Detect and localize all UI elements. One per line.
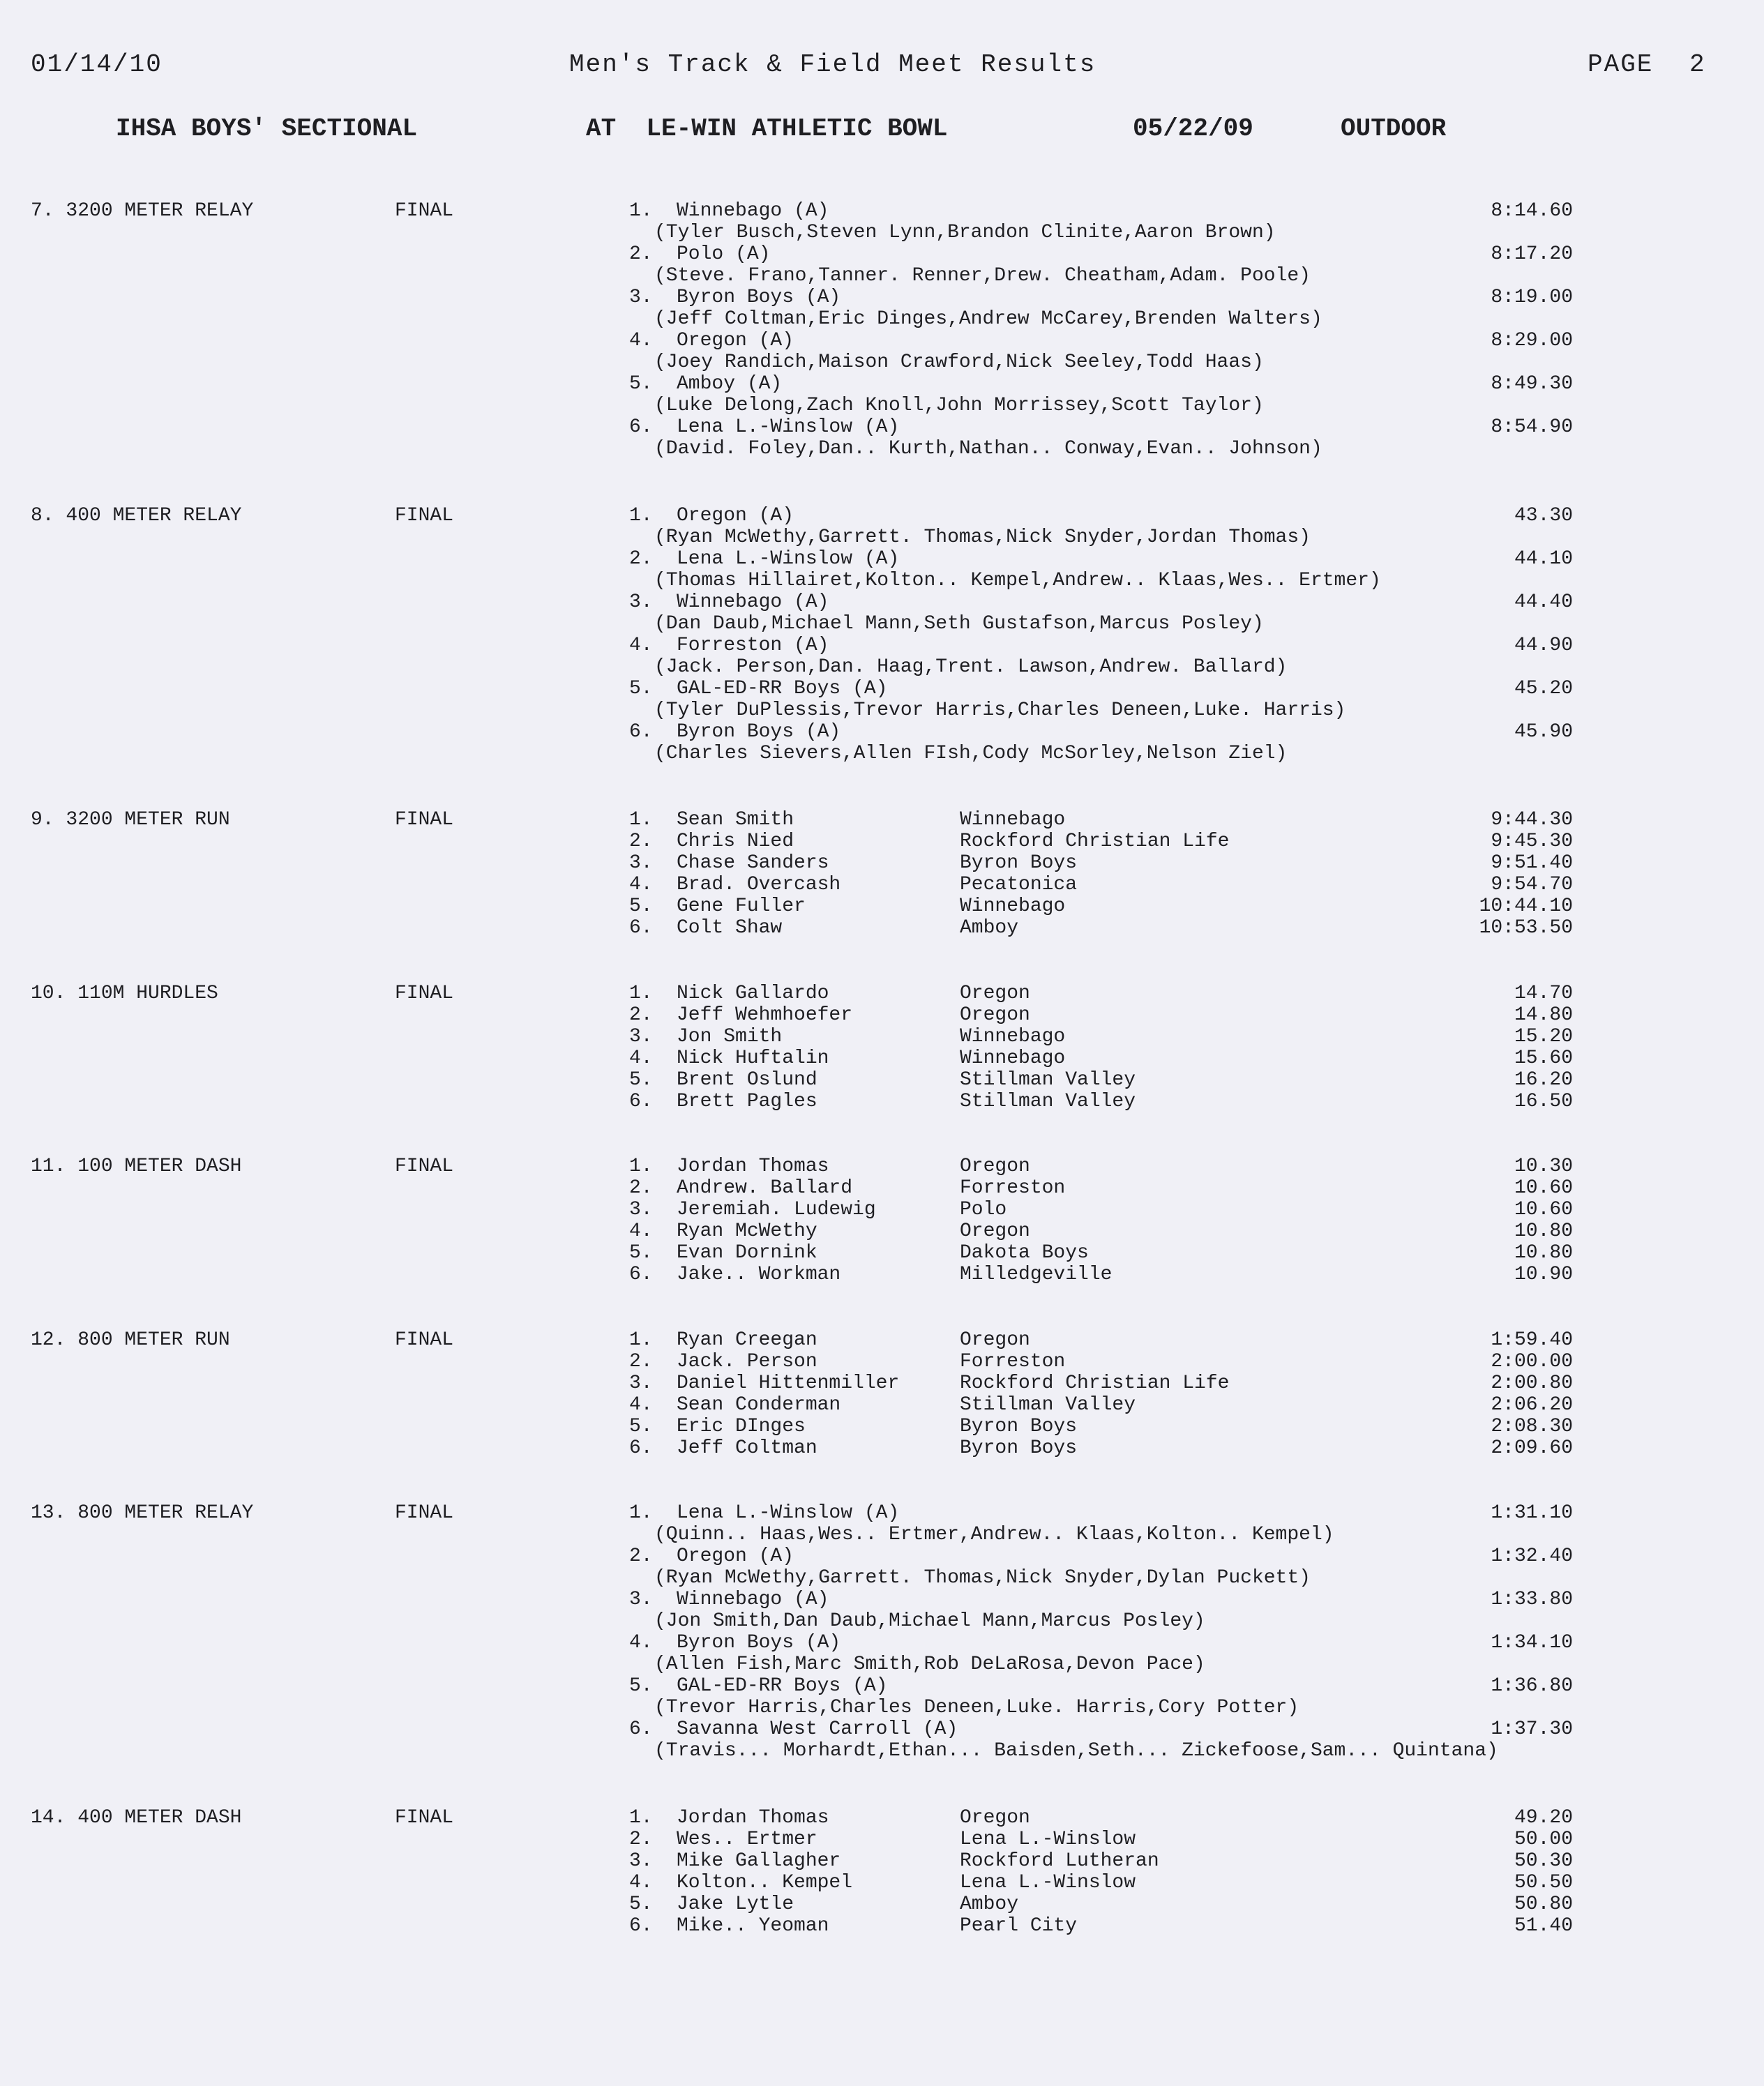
athlete-name: Jack. Person — [677, 1351, 817, 1373]
result-row — [0, 1264, 1764, 1285]
relay-team: GAL-ED-RR Boys (A) — [677, 678, 888, 700]
result-row — [0, 721, 1764, 743]
relay-members-row — [0, 1524, 1764, 1545]
relay-members-row — [0, 656, 1764, 678]
result-row — [0, 1069, 1764, 1091]
result-place: 2. — [629, 1177, 653, 1199]
result-row — [0, 1589, 1764, 1610]
athlete-school: Pecatonica — [960, 874, 1078, 895]
result-place: 6. — [629, 1718, 653, 1740]
relay-team: Lena L.-Winslow (A) — [677, 416, 900, 438]
result-mark: 1:37.30 — [1491, 1718, 1573, 1740]
relay-team: Forreston (A) — [677, 635, 829, 656]
result-place: 3. — [629, 1850, 653, 1872]
athlete-school: Oregon — [960, 983, 1030, 1004]
athlete-school: Byron Boys — [960, 1437, 1078, 1459]
result-place: 1. — [629, 983, 653, 1004]
relay-team: Polo (A) — [677, 243, 771, 265]
result-row — [0, 1718, 1764, 1740]
result-place: 5. — [629, 1242, 653, 1264]
athlete-name: Jeff Coltman — [677, 1437, 817, 1459]
athlete-school: Oregon — [960, 1156, 1030, 1177]
relay-members: (Tyler Busch,Steven Lynn,Brandon Clinite,Aaron Brown) — [654, 222, 1276, 243]
athlete-school: Amboy — [960, 1894, 1019, 1915]
event-round: FINAL — [395, 809, 454, 831]
result-place: 5. — [629, 678, 653, 700]
result-row — [0, 1915, 1764, 1937]
result-place: 1. — [629, 1807, 653, 1829]
result-place: 3. — [629, 591, 653, 613]
event-round: FINAL — [395, 1329, 454, 1351]
event-round: FINAL — [395, 1807, 454, 1829]
result-mark: 44.10 — [1514, 548, 1573, 570]
result-mark: 8:54.90 — [1491, 416, 1573, 438]
relay-members-row — [0, 700, 1764, 721]
athlete-name: Mike Gallagher — [677, 1850, 841, 1872]
athlete-name: Jake Lytle — [677, 1894, 794, 1915]
relay-members: (Charles Sievers,Allen FIsh,Cody McSorley,Nelson Ziel) — [654, 743, 1288, 764]
page-title: Men's Track & Field Meet Results — [569, 50, 1096, 79]
result-place: 1. — [629, 1329, 653, 1351]
athlete-school: Rockford Christian Life — [960, 831, 1230, 852]
result-row — [0, 1437, 1764, 1459]
meet-date: 05/22/09 — [1133, 114, 1253, 143]
relay-team: Oregon (A) — [677, 330, 794, 352]
result-place: 4. — [629, 635, 653, 656]
result-mark: 9:54.70 — [1491, 874, 1573, 895]
relay-members-row — [0, 1654, 1764, 1675]
relay-members: (Ryan McWethy,Garrett. Thomas,Nick Snyder,Jordan Thomas) — [654, 527, 1311, 548]
result-place: 4. — [629, 1632, 653, 1654]
relay-members: (Thomas Hillairet,Kolton.. Kempel,Andrew.. Klaas,Wes.. Ertmer) — [654, 570, 1381, 591]
result-mark: 10:53.50 — [1479, 917, 1573, 939]
athlete-school: Polo — [960, 1199, 1007, 1220]
result-row — [0, 1351, 1764, 1373]
relay-members-row — [0, 1740, 1764, 1762]
result-place: 2. — [629, 548, 653, 570]
result-mark: 2:08.30 — [1491, 1416, 1573, 1437]
result-mark: 15.20 — [1514, 1026, 1573, 1048]
result-place: 6. — [629, 917, 653, 939]
result-place: 2. — [629, 1351, 653, 1373]
relay-members: (Luke Delong,Zach Knoll,John Morrissey,Scott Taylor) — [654, 395, 1264, 416]
athlete-name: Evan Dornink — [677, 1242, 817, 1264]
result-row — [0, 895, 1764, 917]
event-name: 14. 400 METER DASH — [31, 1807, 242, 1829]
result-place: 6. — [629, 721, 653, 743]
result-mark: 8:19.00 — [1491, 287, 1573, 308]
athlete-name: Jeremiah. Ludewig — [677, 1199, 876, 1220]
relay-members-row — [0, 438, 1764, 460]
result-place: 4. — [629, 330, 653, 352]
relay-members: (Dan Daub,Michael Mann,Seth Gustafson,Marcus Posley) — [654, 613, 1264, 635]
result-row — [0, 1177, 1764, 1199]
result-row — [0, 1242, 1764, 1264]
relay-members: (Trevor Harris,Charles Deneen,Luke. Harris,Cory Potter) — [654, 1697, 1299, 1718]
result-mark: 50.80 — [1514, 1894, 1573, 1915]
result-mark: 14.80 — [1514, 1004, 1573, 1026]
result-place: 4. — [629, 1394, 653, 1416]
result-place: 3. — [629, 852, 653, 874]
result-row — [0, 1829, 1764, 1850]
athlete-name: Chase Sanders — [677, 852, 829, 874]
relay-members-row — [0, 265, 1764, 287]
result-mark: 50.00 — [1514, 1829, 1573, 1850]
relay-members: (Travis... Morhardt,Ethan... Baisden,Seth... Zickefoose,Sam... Quintana) — [654, 1740, 1498, 1762]
result-place: 5. — [629, 1069, 653, 1091]
athlete-name: Wes.. Ertmer — [677, 1829, 817, 1850]
result-mark: 10.60 — [1514, 1199, 1573, 1220]
relay-members: (Quinn.. Haas,Wes.. Ertmer,Andrew.. Klaas,Kolton.. Kempel) — [654, 1524, 1334, 1545]
relay-members-row — [0, 613, 1764, 635]
relay-members-row — [0, 570, 1764, 591]
athlete-school: Oregon — [960, 1220, 1030, 1242]
result-row — [0, 1416, 1764, 1437]
athlete-school: Amboy — [960, 917, 1019, 939]
result-place: 1. — [629, 1156, 653, 1177]
result-row — [0, 1894, 1764, 1915]
result-mark: 8:17.20 — [1491, 243, 1573, 265]
athlete-school: Forreston — [960, 1177, 1066, 1199]
result-place: 5. — [629, 1894, 653, 1915]
result-mark: 1:59.40 — [1491, 1329, 1573, 1351]
result-place: 3. — [629, 1199, 653, 1220]
athlete-name: Brent Oslund — [677, 1069, 817, 1091]
athlete-school: Rockford Lutheran — [960, 1850, 1159, 1872]
result-mark: 8:14.60 — [1491, 200, 1573, 222]
result-place: 5. — [629, 373, 653, 395]
result-place: 6. — [629, 1091, 653, 1112]
result-mark: 9:44.30 — [1491, 809, 1573, 831]
result-mark: 10:44.10 — [1479, 895, 1573, 917]
relay-team: Winnebago (A) — [677, 1589, 829, 1610]
athlete-name: Colt Shaw — [677, 917, 783, 939]
athlete-school: Milledgeville — [960, 1264, 1113, 1285]
event-round: FINAL — [395, 1156, 454, 1177]
meet-name: IHSA BOYS' SECTIONAL — [116, 114, 418, 143]
result-mark: 50.50 — [1514, 1872, 1573, 1894]
athlete-school: Oregon — [960, 1004, 1030, 1026]
athlete-school: Winnebago — [960, 809, 1066, 831]
event-round: FINAL — [395, 505, 454, 527]
athlete-school: Stillman Valley — [960, 1091, 1136, 1112]
result-mark: 15.60 — [1514, 1048, 1573, 1069]
relay-team: Oregon (A) — [677, 505, 794, 527]
result-row — [0, 852, 1764, 874]
relay-members: (Allen Fish,Marc Smith,Rob DeLaRosa,Devon Pace) — [654, 1654, 1205, 1675]
event-name: 11. 100 METER DASH — [31, 1156, 242, 1177]
relay-members: (Steve. Frano,Tanner. Renner,Drew. Cheatham,Adam. Poole) — [654, 265, 1311, 287]
result-mark: 45.20 — [1514, 678, 1573, 700]
result-mark: 1:36.80 — [1491, 1675, 1573, 1697]
athlete-name: Ryan Creegan — [677, 1329, 817, 1351]
relay-members: (David. Foley,Dan.. Kurth,Nathan.. Conway,Evan.. Johnson) — [654, 438, 1322, 460]
athlete-school: Stillman Valley — [960, 1069, 1136, 1091]
result-mark: 44.90 — [1514, 635, 1573, 656]
result-row — [0, 1850, 1764, 1872]
result-row — [0, 243, 1764, 265]
result-mark: 10.30 — [1514, 1156, 1573, 1177]
result-row — [0, 416, 1764, 438]
relay-team: Winnebago (A) — [677, 200, 829, 222]
result-mark: 10.90 — [1514, 1264, 1573, 1285]
result-mark: 50.30 — [1514, 1850, 1573, 1872]
result-mark: 10.60 — [1514, 1177, 1573, 1199]
athlete-school: Forreston — [960, 1351, 1066, 1373]
athlete-name: Mike.. Yeoman — [677, 1915, 829, 1937]
relay-team: Savanna West Carroll (A) — [677, 1718, 958, 1740]
relay-members: (Ryan McWethy,Garrett. Thomas,Nick Snyder,Dylan Puckett) — [654, 1567, 1311, 1589]
result-row — [0, 1394, 1764, 1416]
result-place: 6. — [629, 416, 653, 438]
event-round: FINAL — [395, 1502, 454, 1524]
result-row — [0, 287, 1764, 308]
athlete-name: Sean Conderman — [677, 1394, 841, 1416]
relay-team: GAL-ED-RR Boys (A) — [677, 1675, 888, 1697]
athlete-name: Jake.. Workman — [677, 1264, 841, 1285]
result-mark: 16.20 — [1514, 1069, 1573, 1091]
relay-members: (Jon Smith,Dan Daub,Michael Mann,Marcus Posley) — [654, 1610, 1205, 1632]
result-row — [0, 591, 1764, 613]
result-mark: 1:32.40 — [1491, 1545, 1573, 1567]
result-place: 6. — [629, 1437, 653, 1459]
result-place: 5. — [629, 1675, 653, 1697]
result-place: 6. — [629, 1915, 653, 1937]
result-mark: 16.50 — [1514, 1091, 1573, 1112]
print-date: 01/14/10 — [31, 50, 163, 79]
result-row — [0, 1091, 1764, 1112]
result-row — [0, 1632, 1764, 1654]
relay-team: Amboy (A) — [677, 373, 783, 395]
athlete-school: Stillman Valley — [960, 1394, 1136, 1416]
relay-team: Byron Boys (A) — [677, 287, 841, 308]
result-place: 6. — [629, 1264, 653, 1285]
result-place: 4. — [629, 1048, 653, 1069]
result-row — [0, 1502, 1764, 1524]
relay-members-row — [0, 352, 1764, 373]
result-row — [0, 330, 1764, 352]
result-place: 3. — [629, 1373, 653, 1394]
result-row — [0, 1048, 1764, 1069]
athlete-name: Jordan Thomas — [677, 1807, 829, 1829]
result-row — [0, 874, 1764, 895]
result-place: 3. — [629, 287, 653, 308]
relay-team: Byron Boys (A) — [677, 1632, 841, 1654]
athlete-name: Gene Fuller — [677, 895, 806, 917]
result-row — [0, 1373, 1764, 1394]
relay-members-row — [0, 1697, 1764, 1718]
result-place: 2. — [629, 1004, 653, 1026]
result-mark: 1:34.10 — [1491, 1632, 1573, 1654]
result-mark: 49.20 — [1514, 1807, 1573, 1829]
result-place: 1. — [629, 1502, 653, 1524]
result-place: 1. — [629, 809, 653, 831]
relay-members-row — [0, 1610, 1764, 1632]
athlete-school: Winnebago — [960, 1026, 1066, 1048]
result-mark: 45.90 — [1514, 721, 1573, 743]
athlete-name: Brett Pagles — [677, 1091, 817, 1112]
athlete-school: Dakota Boys — [960, 1242, 1089, 1264]
athlete-name: Brad. Overcash — [677, 874, 841, 895]
result-mark: 10.80 — [1514, 1220, 1573, 1242]
result-row — [0, 1675, 1764, 1697]
relay-members-row — [0, 743, 1764, 764]
result-place: 5. — [629, 1416, 653, 1437]
result-row — [0, 1220, 1764, 1242]
athlete-school: Pearl City — [960, 1915, 1078, 1937]
relay-members: (Joey Randich,Maison Crawford,Nick Seeley,Todd Haas) — [654, 352, 1264, 373]
result-row — [0, 1026, 1764, 1048]
athlete-school: Winnebago — [960, 1048, 1066, 1069]
event-name: 10. 110M HURDLES — [31, 983, 218, 1004]
result-mark: 43.30 — [1514, 505, 1573, 527]
athlete-school: Winnebago — [960, 895, 1066, 917]
event-name: 7. 3200 METER RELAY — [31, 200, 254, 222]
result-place: 5. — [629, 895, 653, 917]
relay-team: Lena L.-Winslow (A) — [677, 548, 900, 570]
relay-members-row — [0, 527, 1764, 548]
result-row — [0, 1545, 1764, 1567]
relay-members-row — [0, 1567, 1764, 1589]
athlete-school: Oregon — [960, 1807, 1030, 1829]
page-number: 2 — [1689, 50, 1706, 79]
result-mark: 2:00.80 — [1491, 1373, 1573, 1394]
athlete-school: Rockford Christian Life — [960, 1373, 1230, 1394]
result-row — [0, 678, 1764, 700]
result-mark: 2:06.20 — [1491, 1394, 1573, 1416]
page-label: PAGE — [1588, 50, 1654, 79]
result-row — [0, 809, 1764, 831]
result-place: 3. — [629, 1026, 653, 1048]
athlete-school: Byron Boys — [960, 852, 1078, 874]
result-mark: 9:45.30 — [1491, 831, 1573, 852]
event-round: FINAL — [395, 983, 454, 1004]
result-place: 4. — [629, 874, 653, 895]
athlete-name: Jordan Thomas — [677, 1156, 829, 1177]
result-row — [0, 917, 1764, 939]
relay-members-row — [0, 222, 1764, 243]
athlete-name: Eric DInges — [677, 1416, 806, 1437]
athlete-name: Jon Smith — [677, 1026, 783, 1048]
relay-members: (Jack. Person,Dan. Haag,Trent. Lawson,Andrew. Ballard) — [654, 656, 1288, 678]
result-row — [0, 1807, 1764, 1829]
result-row — [0, 200, 1764, 222]
result-place: 2. — [629, 243, 653, 265]
event-name: 12. 800 METER RUN — [31, 1329, 230, 1351]
result-mark: 14.70 — [1514, 983, 1573, 1004]
result-mark: 1:33.80 — [1491, 1589, 1573, 1610]
athlete-name: Sean Smith — [677, 809, 794, 831]
event-name: 9. 3200 METER RUN — [31, 809, 230, 831]
event-name: 13. 800 METER RELAY — [31, 1502, 254, 1524]
result-place: 2. — [629, 1829, 653, 1850]
result-row — [0, 1199, 1764, 1220]
result-row — [0, 1872, 1764, 1894]
result-mark: 10.80 — [1514, 1242, 1573, 1264]
relay-members-row — [0, 308, 1764, 330]
meet-location: AT LE-WIN ATHLETIC BOWL — [586, 114, 948, 143]
athlete-name: Ryan McWethy — [677, 1220, 817, 1242]
event-round: FINAL — [395, 200, 454, 222]
relay-team: Lena L.-Winslow (A) — [677, 1502, 900, 1524]
result-row — [0, 983, 1764, 1004]
athlete-name: Daniel Hittenmiller — [677, 1373, 900, 1394]
result-mark: 1:31.10 — [1491, 1502, 1573, 1524]
result-place: 4. — [629, 1220, 653, 1242]
result-mark: 44.40 — [1514, 591, 1573, 613]
result-row — [0, 373, 1764, 395]
result-place: 2. — [629, 1545, 653, 1567]
event-name: 8. 400 METER RELAY — [31, 505, 242, 527]
relay-team: Byron Boys (A) — [677, 721, 841, 743]
athlete-name: Kolton.. Kempel — [677, 1872, 853, 1894]
result-place: 1. — [629, 200, 653, 222]
relay-members-row — [0, 395, 1764, 416]
result-place: 4. — [629, 1872, 653, 1894]
athlete-name: Nick Huftalin — [677, 1048, 829, 1069]
relay-team: Winnebago (A) — [677, 591, 829, 613]
relay-members: (Tyler DuPlessis,Trevor Harris,Charles Deneen,Luke. Harris) — [654, 700, 1346, 721]
athlete-school: Lena L.-Winslow — [960, 1829, 1136, 1850]
result-row — [0, 1004, 1764, 1026]
result-mark: 8:49.30 — [1491, 373, 1573, 395]
result-row — [0, 831, 1764, 852]
athlete-school: Byron Boys — [960, 1416, 1078, 1437]
athlete-name: Andrew. Ballard — [677, 1177, 853, 1199]
result-mark: 51.40 — [1514, 1915, 1573, 1937]
result-row — [0, 548, 1764, 570]
athlete-name: Chris Nied — [677, 831, 794, 852]
venue-type: OUTDOOR — [1341, 114, 1447, 143]
athlete-name: Jeff Wehmhoefer — [677, 1004, 853, 1026]
result-row — [0, 635, 1764, 656]
result-row — [0, 1156, 1764, 1177]
athlete-name: Nick Gallardo — [677, 983, 829, 1004]
athlete-school: Oregon — [960, 1329, 1030, 1351]
result-mark: 9:51.40 — [1491, 852, 1573, 874]
result-mark: 2:00.00 — [1491, 1351, 1573, 1373]
relay-team: Oregon (A) — [677, 1545, 794, 1567]
result-place: 1. — [629, 505, 653, 527]
result-mark: 2:09.60 — [1491, 1437, 1573, 1459]
result-mark: 8:29.00 — [1491, 330, 1573, 352]
relay-members: (Jeff Coltman,Eric Dinges,Andrew McCarey,Brenden Walters) — [654, 308, 1322, 330]
result-row — [0, 1329, 1764, 1351]
result-place: 3. — [629, 1589, 653, 1610]
athlete-school: Lena L.-Winslow — [960, 1872, 1136, 1894]
result-place: 2. — [629, 831, 653, 852]
result-row — [0, 505, 1764, 527]
